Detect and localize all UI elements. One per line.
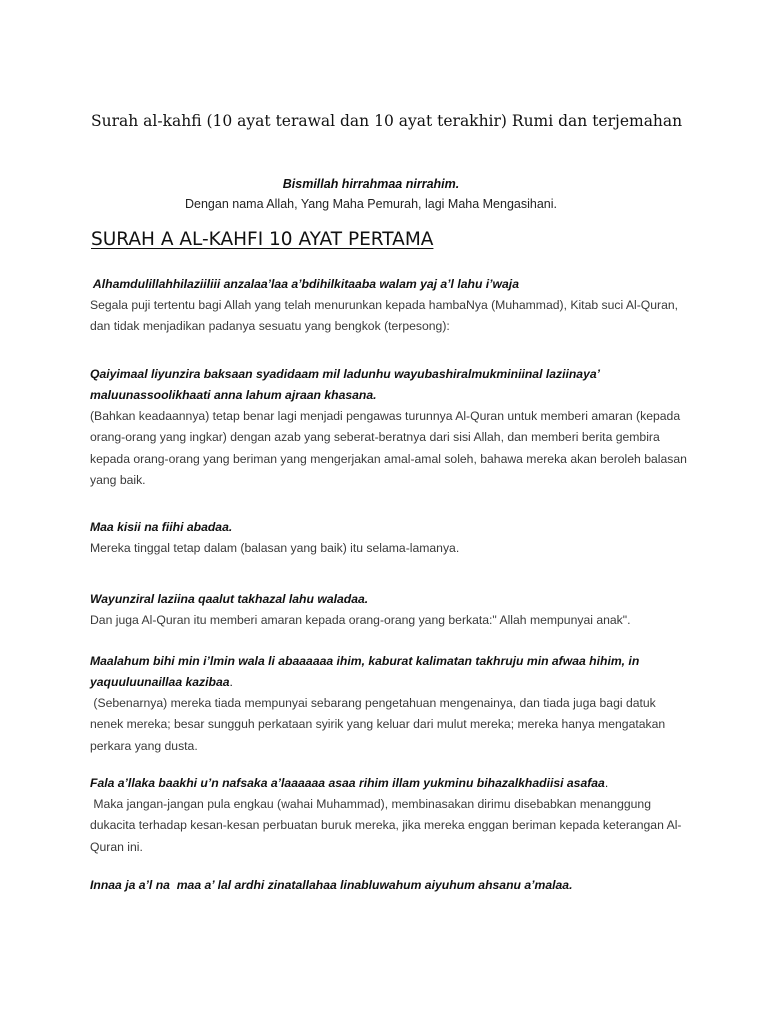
verse-arabic [90, 274, 690, 295]
verse-arabic-text: Wayunziral laziina qaalut takhazal lahu waladaa. [90, 592, 369, 606]
document-title: Surah al-kahfi (10 ayat terawal dan 10 ayat terakhir) Rumi dan terjemahan [91, 112, 683, 130]
verse-4 [90, 589, 690, 631]
verse-arabic-text: Innaa ja a’l na maa a’ lal ardhi zinatallahaa linabluwahum aiyuhum ahsanu a’malaa. [90, 878, 573, 892]
verse-arabic [90, 773, 690, 794]
verse-translation: Segala puji tertentu bagi Allah yang telah menurunkan kepada hambaNya (Muhammad), Kitab suci Al-Quran, dan tidak menjadikan padanya sesuatu yang bengkok (terpesong): [90, 298, 679, 334]
verse-arabic-suffix: . [229, 675, 233, 689]
verse-arabic [90, 589, 690, 610]
verse-5 [90, 651, 690, 757]
verse-arabic-text: Alhamdulillahhilaziiliii anzalaa’laa a’bdihilkitaaba walam yaj a’l lahu i’waja [90, 277, 519, 291]
verse-arabic-text: Qaiyimaal liyunzira baksaan syadidaam mil ladunhu wayubashiralmukminiinal laziinaya’ maluunassoolikhaati anna lahum ajraan khasana. [90, 367, 600, 402]
verse-translation: Maka jangan-jangan pula engkau (wahai Muhammad), membinasakan dirimu disebabkan menanggung dukacita terhadap kesan-kesan perbuatan buruk mereka, jika mereka enggan beriman kepada keterangan Al-Quran ini. [90, 797, 682, 854]
verse-arabic [90, 651, 690, 693]
verse-arabic [90, 875, 690, 896]
verse-7 [90, 875, 690, 896]
verse-arabic-suffix: . [604, 776, 609, 790]
verse-2 [90, 364, 690, 491]
section-heading: SURAH A AL-KAHFI 10 AYAT PERTAMA [91, 229, 434, 250]
bismillah-arabic: Bismillah hirrahmaa nirrahim. [282, 177, 460, 191]
verse-6 [90, 773, 690, 858]
verse-arabic-text: Maalahum bihi min i’lmin wala li abaaaaaa ihim, kaburat kalimatan takhruju min afwaa hihim, in yaquuluunaillaa kazibaa [90, 654, 640, 689]
verse-3 [90, 517, 690, 559]
verse-1 [90, 274, 690, 338]
bismillah-block [0, 174, 742, 214]
verse-arabic-text: Maa kisii na fiihi abadaa. [90, 520, 233, 534]
bismillah-translation: Dengan nama Allah, Yang Maha Pemurah, lagi Maha Mengasihani. [185, 197, 557, 211]
verse-translation: (Sebenarnya) mereka tiada mempunyai sebarang pengetahuan mengenainya, dan tiada juga bagi datuk nenek mereka; besar sungguh perkataan syirik yang keluar dari mulut mereka; mereka hanya mengatakan perkara yang dusta. [90, 696, 669, 753]
verse-arabic [90, 364, 690, 406]
verse-arabic-text: Fala a’llaka baakhi u’n nafsaka a’laaaaaa asaa rihim illam yukminu bihazalkhadiisi asafaa [90, 776, 605, 790]
verse-arabic [90, 517, 690, 538]
verse-translation: Dan juga Al-Quran itu memberi amaran kepada orang-orang yang berkata:" Allah mempunyai anak". [90, 613, 631, 627]
verse-translation: (Bahkan keadaannya) tetap benar lagi menjadi pengawas turunnya Al-Quran untuk memberi amaran (kepada orang-orang yang ingkar) dengan azab yang seberat-beratnya dari sisi Allah, dan memberi berita gembira kepada orang-orang yang beriman yang mengerjakan amal-amal soleh, bahawa mereka akan beroleh balasan yang baik. [90, 409, 687, 487]
verse-translation: Mereka tinggal tetap dalam (balasan yang baik) itu selama-lamanya. [90, 541, 460, 555]
